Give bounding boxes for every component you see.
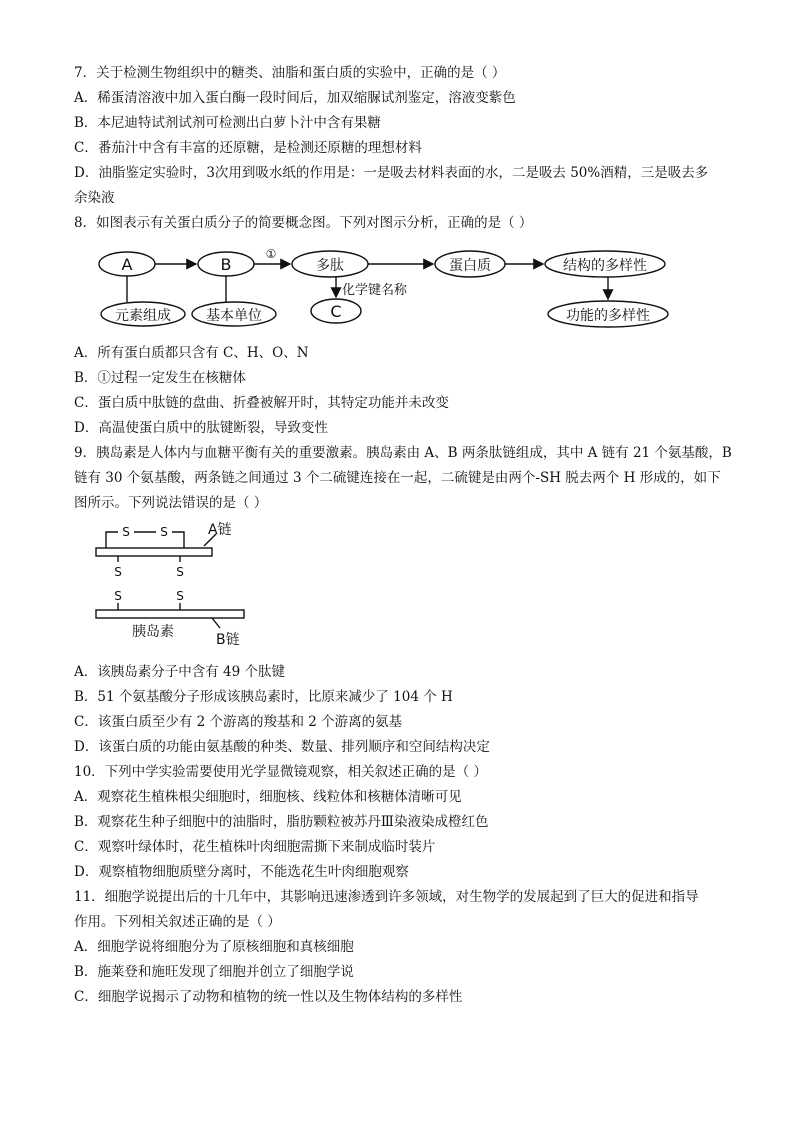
node-unit-label: 基本单位 bbox=[206, 308, 262, 324]
sulfur-label: S bbox=[176, 589, 184, 603]
node-a-label: A bbox=[121, 255, 133, 274]
q10-option-c: C．观察叶绿体时，花生植株叶肉细胞需撕下来制成临时装片 bbox=[74, 839, 436, 855]
sulfur-label: S bbox=[160, 525, 168, 539]
q11-stem-line1: 11．细胞学说提出后的十几年中，其影响迅速渗透到许多领域，对生物学的发展起到了巨大的促进和指导 bbox=[74, 889, 699, 905]
q10-option-d: D．观察植物细胞质壁分离时，不能选花生叶肉细胞观察 bbox=[74, 864, 409, 880]
node-structure-label: 结构的多样性 bbox=[563, 258, 647, 274]
step-one-label: ① bbox=[265, 247, 277, 261]
sulfur-label: S bbox=[176, 565, 184, 579]
a-chain-bar bbox=[96, 548, 212, 556]
q9-option-b: B．51 个氨基酸分子形成该胰岛素时，比原来减少了 104 个 H bbox=[74, 689, 453, 705]
sulfur-label: S bbox=[122, 525, 130, 539]
q7-option-a: A．稀蛋清溶液中加入蛋白酶一段时间后，加双缩脲试剂鉴定，溶液变紫色 bbox=[74, 90, 516, 106]
q7-stem: 7．关于检测生物组织中的糖类、油脂和蛋白质的实验中，正确的是（ ） bbox=[74, 65, 506, 81]
q9-stem-line2: 链有 30 个氨基酸，两条链之间通过 3 个二硫键连接在一起，二硫键是由两个-SH 脱去两个 H 形成的，如下 bbox=[74, 470, 721, 486]
q10-option-b: B．观察花生种子细胞中的油脂时，脂肪颗粒被苏丹Ⅲ染液染成橙红色 bbox=[74, 814, 489, 830]
q7-option-d: D．油脂鉴定实验时，3次用到吸水纸的作用是：一是吸去材料表面的水，二是吸去 50%酒精，三是吸去多 bbox=[74, 165, 709, 181]
q11-stem-line2: 作用。下列相关叙述正确的是（ ） bbox=[74, 914, 281, 930]
q11-option-a: A．细胞学说将细胞分为了原核细胞和真核细胞 bbox=[74, 939, 354, 955]
q8-option-a: A．所有蛋白质都只含有 C、H、O、N bbox=[74, 345, 309, 361]
q9-option-c: C．该蛋白质至少有 2 个游离的羧基和 2 个游离的氨基 bbox=[74, 714, 403, 730]
q11-option-c: C．细胞学说揭示了动物和植物的统一性以及生物体结构的多样性 bbox=[74, 989, 463, 1005]
q9-stem-line1: 9．胰岛素是人体内与血糖平衡有关的重要激素。胰岛素由 A、B 两条肽链组成，其中 A 链有 21 个氨基酸，B bbox=[74, 445, 732, 461]
b-chain-label: B链 bbox=[216, 632, 240, 648]
q10-option-a: A．观察花生植株根尖细胞时，细胞核、线粒体和核糖体清晰可见 bbox=[74, 789, 462, 805]
q9-option-a: A．该胰岛素分子中含有 49 个肽键 bbox=[74, 664, 286, 680]
q7-option-b: B．本尼迪特试剂试剂可检测出白萝卜汁中含有果糖 bbox=[74, 115, 381, 131]
sulfur-label: S bbox=[114, 589, 122, 603]
q7-option-d-cont: 余染液 bbox=[74, 190, 115, 206]
insulin-label: 胰岛素 bbox=[132, 624, 174, 640]
q7-option-c: C．番茄汁中含有丰富的还原糖，是检测还原糖的理想材料 bbox=[74, 140, 422, 156]
q9-stem-line3: 图所示。下列说法错误的是（ ） bbox=[74, 495, 268, 511]
q9-option-d: D．该蛋白质的功能由氨基酸的种类、数量、排列顺序和空间结构决定 bbox=[74, 739, 490, 755]
node-c-label: C bbox=[330, 302, 342, 321]
sulfur-label: S bbox=[114, 565, 122, 579]
node-b-label: B bbox=[220, 255, 232, 274]
q8-option-c: C．蛋白质中肽链的盘曲、折叠被解开时，其特定功能并未改变 bbox=[74, 395, 449, 411]
q11-option-b: B．施莱登和施旺发现了细胞并创立了细胞学说 bbox=[74, 964, 354, 980]
q10-stem: 10．下列中学实验需要使用光学显微镜观察，相关叙述正确的是（ ） bbox=[74, 764, 487, 780]
protein-concept-diagram bbox=[90, 244, 680, 334]
q8-option-d: D．高温使蛋白质中的肽键断裂，导致变性 bbox=[74, 420, 328, 436]
node-function-label: 功能的多样性 bbox=[566, 308, 650, 324]
q8-stem: 8．如图表示有关蛋白质分子的简要概念图。下列对图示分析，正确的是（ ） bbox=[74, 215, 533, 231]
q8-option-b: B．①过程一定发生在核糖体 bbox=[74, 370, 246, 386]
a-chain-label: A链 bbox=[208, 522, 232, 538]
b-chain-bar bbox=[96, 610, 244, 618]
node-peptide-label: 多肽 bbox=[316, 258, 344, 274]
insulin-diagram bbox=[92, 518, 252, 648]
node-protein-label: 蛋白质 bbox=[449, 258, 491, 274]
bond-name-label: 化学键名称 bbox=[342, 283, 408, 298]
node-elements-label: 元素组成 bbox=[115, 308, 171, 324]
